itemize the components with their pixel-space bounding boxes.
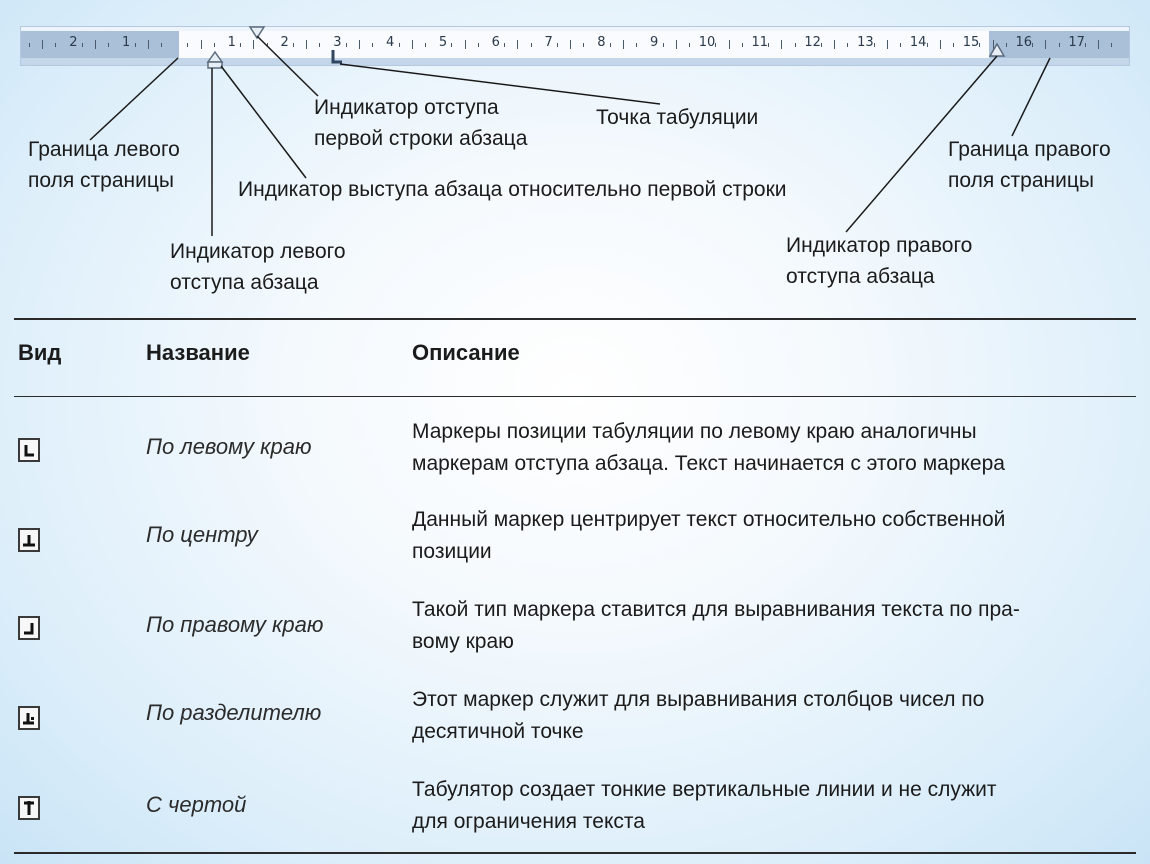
tab-stop-label: Точка табуляции bbox=[596, 106, 759, 129]
tab-center-icon bbox=[18, 528, 40, 552]
hanging-indent-label: Индикатор выступа абзаца относительно первой строки bbox=[238, 178, 787, 201]
ruler-number: 17 bbox=[1068, 35, 1085, 50]
ruler-number: 4 bbox=[386, 35, 395, 50]
ruler-number: 13 bbox=[857, 35, 874, 50]
hanging-indent-marker[interactable] bbox=[208, 52, 222, 62]
ruler-number: 2 bbox=[280, 35, 289, 50]
ruler-number: 8 bbox=[597, 35, 606, 50]
ruler-number: 2 bbox=[69, 35, 78, 50]
ruler-number: 1 bbox=[227, 35, 236, 50]
row-description: Этот маркер служит для выравнивания столбцов чисел по десятичной точке bbox=[412, 688, 985, 743]
tab-left-icon bbox=[18, 438, 40, 462]
table-bottom-rule bbox=[14, 852, 1136, 854]
tab-bar-icon bbox=[18, 796, 40, 820]
ruler-number: 5 bbox=[438, 35, 448, 50]
ruler-number: 12 bbox=[804, 35, 821, 50]
row-name: По правому краю bbox=[146, 612, 324, 637]
row-name: С чертой bbox=[146, 792, 247, 817]
header-name: Название bbox=[146, 340, 250, 365]
row-description: Данный маркер центрирует текст относительно собственной позиции bbox=[412, 508, 1006, 563]
header-description: Описание bbox=[412, 340, 520, 365]
row-name: По левому краю bbox=[146, 434, 312, 459]
left-indent-label: Индикатор левого отступа абзаца bbox=[170, 240, 346, 294]
row-description: Табулятор создает тонкие вертикальные линии и не служит для ограничения текста bbox=[412, 778, 997, 833]
first-line-indent-label: Индикатор отступа первой строки абзаца bbox=[314, 96, 528, 150]
ruler-number: 3 bbox=[333, 35, 342, 50]
ruler-number: 11 bbox=[751, 35, 769, 50]
row-name: По центру bbox=[146, 522, 258, 547]
row-name: По разделителю bbox=[146, 700, 322, 725]
row-description: Маркеры позиции табуляции по левому краю аналогичны маркерам отступа абзаца. Текст начинается с этого маркера bbox=[412, 420, 1005, 475]
left-margin-label: Граница левого поля страницы bbox=[28, 138, 180, 192]
table-header-rule bbox=[14, 396, 1136, 397]
header-view: Вид bbox=[18, 340, 62, 365]
table-top-rule bbox=[14, 318, 1136, 320]
right-indent-marker[interactable] bbox=[990, 44, 1004, 56]
ruler-number: 6 bbox=[491, 35, 500, 50]
ruler-number: 7 bbox=[544, 35, 553, 50]
tab-stop-marker[interactable] bbox=[333, 50, 342, 62]
ruler-number: 10 bbox=[698, 35, 716, 50]
ruler-number: 9 bbox=[650, 35, 659, 50]
tab-right-icon bbox=[18, 616, 40, 640]
left-indent-marker[interactable] bbox=[208, 62, 222, 68]
ruler-number: 14 bbox=[909, 35, 927, 50]
right-margin-label: Граница правого поля страницы bbox=[948, 138, 1111, 192]
row-description: Такой тип маркера ставится для выравнивания текста по пра- вому краю bbox=[412, 598, 1020, 653]
tab-decimal-icon bbox=[18, 706, 40, 730]
ruler-number: 16 bbox=[1015, 35, 1033, 50]
ruler-number: 15 bbox=[962, 35, 980, 50]
ruler-number: 1 bbox=[122, 35, 131, 50]
right-indent-label: Индикатор правого отступа абзаца bbox=[786, 234, 973, 288]
